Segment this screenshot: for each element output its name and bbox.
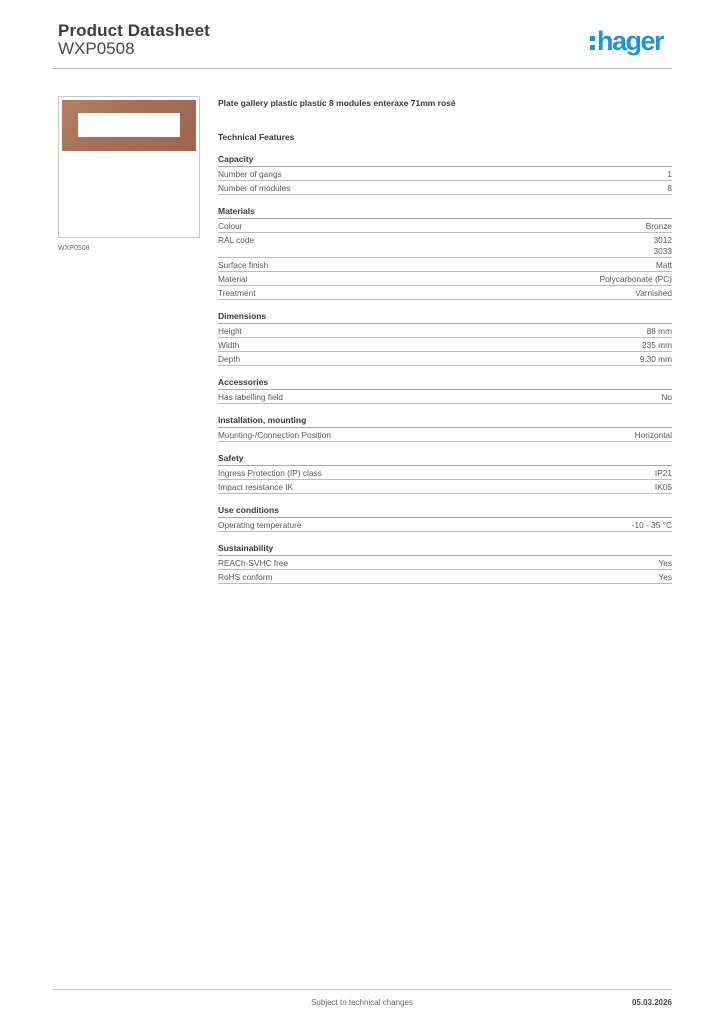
section-title: Materials xyxy=(218,205,672,219)
feature-label: RAL code xyxy=(218,235,255,245)
section-title: Sustainability xyxy=(218,542,672,556)
section-title: Dimensions xyxy=(218,310,672,324)
feature-value: IK05 xyxy=(654,482,672,492)
feature-label: RoHS conform xyxy=(218,572,273,582)
feature-row xyxy=(218,480,672,494)
feature-label: Number of modules xyxy=(218,183,291,193)
plate-window xyxy=(78,113,180,137)
feature-label: Has labelling field xyxy=(218,392,284,402)
feature-value: IP21 xyxy=(654,468,672,478)
feature-row xyxy=(218,556,672,570)
feature-value: -10 - 35 °C xyxy=(631,520,672,530)
feature-value: Yes xyxy=(658,558,672,568)
feature-label: Surface finish xyxy=(218,260,269,270)
feature-value: 88 mm xyxy=(646,326,672,336)
feature-label: Colour xyxy=(218,221,243,231)
feature-section xyxy=(218,376,672,404)
feature-label: REACh-SVHC free xyxy=(218,558,289,568)
feature-row xyxy=(218,233,672,258)
feature-value: Matt xyxy=(655,260,672,270)
feature-row xyxy=(218,518,672,532)
section-title: Safety xyxy=(218,452,672,466)
footer-divider xyxy=(52,989,672,990)
feature-label: Number of gangs xyxy=(218,169,282,179)
logo-dot-icon xyxy=(590,36,595,41)
feature-value: Varnished xyxy=(635,288,672,298)
feature-label: Width xyxy=(218,340,240,350)
section-title: Capacity xyxy=(218,153,672,167)
feature-row xyxy=(218,286,672,300)
feature-label: Impact resistance IK xyxy=(218,482,294,492)
feature-row xyxy=(218,324,672,338)
feature-section xyxy=(218,153,672,195)
section-title: Accessories xyxy=(218,376,672,390)
feature-value: 3012 3033 xyxy=(653,235,672,256)
feature-value: Polycarbonate (PC) xyxy=(599,274,672,284)
feature-section xyxy=(218,414,672,442)
feature-value: No xyxy=(661,392,672,402)
footer-date: 05.03.2026 xyxy=(631,998,672,1007)
feature-label: Depth xyxy=(218,354,241,364)
product-description: Plate gallery plastic plastic 8 modules enteraxe 71mm rosé xyxy=(218,98,456,108)
feature-value: 235 mm xyxy=(642,340,672,350)
header-divider xyxy=(52,68,672,69)
plate-image xyxy=(62,100,196,151)
feature-row xyxy=(218,258,672,272)
section-title: Installation, mounting xyxy=(218,414,672,428)
feature-value: 1 xyxy=(667,169,672,179)
feature-section xyxy=(218,205,672,300)
feature-value: 8 xyxy=(667,183,672,193)
section-title: Use conditions xyxy=(218,504,672,518)
feature-value: Bronze xyxy=(645,221,672,231)
feature-row xyxy=(218,352,672,366)
feature-label: Height xyxy=(218,326,242,336)
feature-label: Material xyxy=(218,274,248,284)
logo-text: hager xyxy=(597,26,664,56)
feature-label: Operating temperature xyxy=(218,520,302,530)
product-code: WXP0508 xyxy=(58,39,135,58)
image-caption: WXP0508 xyxy=(58,245,90,252)
feature-row xyxy=(218,272,672,286)
product-image xyxy=(58,96,200,238)
feature-row xyxy=(218,167,672,181)
feature-section xyxy=(218,542,672,584)
logo-dot-icon xyxy=(590,45,595,50)
feature-section xyxy=(218,310,672,366)
feature-row xyxy=(218,428,672,442)
feature-row xyxy=(218,466,672,480)
feature-row xyxy=(218,338,672,352)
technical-features-heading: Technical Features xyxy=(218,132,295,142)
feature-row xyxy=(218,390,672,404)
feature-label: Ingress Protection (IP) class xyxy=(218,468,322,478)
feature-row xyxy=(218,181,672,195)
feature-value: 9.30 mm xyxy=(639,354,672,364)
datasheet-content xyxy=(218,97,672,584)
feature-sections xyxy=(218,153,672,584)
feature-row xyxy=(218,570,672,584)
feature-value: Yes xyxy=(658,572,672,582)
feature-label: Treatment xyxy=(218,288,256,298)
feature-label: Mounting-/Connection Position xyxy=(218,430,331,440)
page-title: Product Datasheet xyxy=(58,21,210,40)
footer-note: Subject to technical changes xyxy=(311,998,413,1007)
feature-value: Horizontal xyxy=(634,430,672,440)
feature-row xyxy=(218,219,672,233)
feature-section xyxy=(218,504,672,532)
feature-section xyxy=(218,452,672,494)
